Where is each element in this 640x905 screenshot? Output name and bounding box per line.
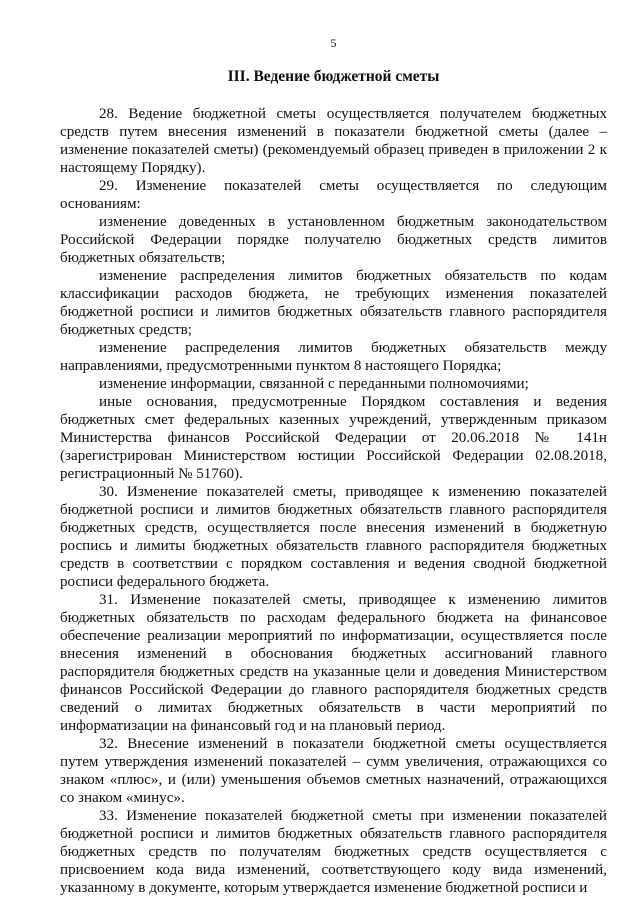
basis-item-powers-change: изменение информации, связанной с переданными полномочиями; — [99, 376, 529, 392]
paragraph-33: 33. Изменение показателей бюджетной сметы при изменении показателей бюджетной росписи и лимитов бюджетных обязательств главного распорядителя бюджетных средств по получателям бюджетных средств осуществляется с присвоением кода вида изменений, соответствующего коду вида изменений, указанному в документе, которым утверждается изменение бюджетной росписи и — [60, 808, 607, 896]
paragraph-29: 29. Изменение показателей сметы осуществляется по следующим основаниям: — [60, 178, 607, 212]
basis-item-classification-change: изменение распределения лимитов бюджетных обязательств по кодам классификации расходов бюджета, не требующих изменения показателей бюджетной росписи и лимитов бюджетных обязательств главного распорядителя бюджетных средств; — [60, 268, 607, 338]
paragraph-32: 32. Внесение изменений в показатели бюджетной сметы осуществляется путем утверждения изменений показателей – сумм увеличения, отражающихся со знаком «плюс», и (или) уменьшения объемов сметных назначений, отражающихся со знаком «минус». — [60, 736, 607, 806]
paragraph-30: 30. Изменение показателей сметы, приводящее к изменению показателей бюджетной росписи и лимитов бюджетных обязательств главного распорядителя бюджетных средств, осуществляется после внесения изменений в бюджетную роспись и лимиты бюджетных обязательств главного распорядителя бюджетных средств в соответствии с порядком составления и ведения сводной бюджетной росписи федерального бюджета. — [60, 484, 607, 590]
section-title: III. Ведение бюджетной сметы — [227, 68, 440, 85]
basis-item-directions-change: изменение распределения лимитов бюджетных обязательств между направлениями, предусмотренными пунктом 8 настоящего Порядка; — [60, 340, 607, 374]
page-number: 5 — [330, 36, 337, 50]
document-page — [60, 36, 607, 897]
basis-item-other-grounds: иные основания, предусмотренные Порядком составления и ведения бюджетных смет федеральных казенных учреждений, утвержденным приказом Министерства финансов Российской Федерации от 20.06.2018 № 141н (зарегистрирован Министерством юстиции Российской Федерации 02.08.2018, регистрационный № 51760). — [60, 394, 607, 482]
paragraph-31: 31. Изменение показателей сметы, приводящее к изменению лимитов бюджетных обязательств по расходам федерального бюджета на финансовое обеспечение реализации мероприятий по информатизации, осуществляется после внесения изменений в обоснования бюджетных ассигнований главного распорядителя бюджетных средств на указанные цели и доведения Министерством финансов Российской Федерации до главного распорядителя бюджетных средств сведений о лимитах бюджетных обязательств в части мероприятий по информатизации на финансовый год и на плановый период. — [60, 592, 607, 734]
basis-item-limits-change: изменение доведенных в установленном бюджетным законодательством Российской Федерации порядке получателю бюджетных средств лимитов бюджетных обязательств; — [60, 214, 607, 266]
paragraph-28: 28. Ведение бюджетной сметы осуществляется получателем бюджетных средств путем внесения изменений в показатели бюджетной сметы (далее – изменение показателей сметы) (рекомендуемый образец приведен в приложении 2 к настоящему Порядку). — [60, 106, 607, 176]
